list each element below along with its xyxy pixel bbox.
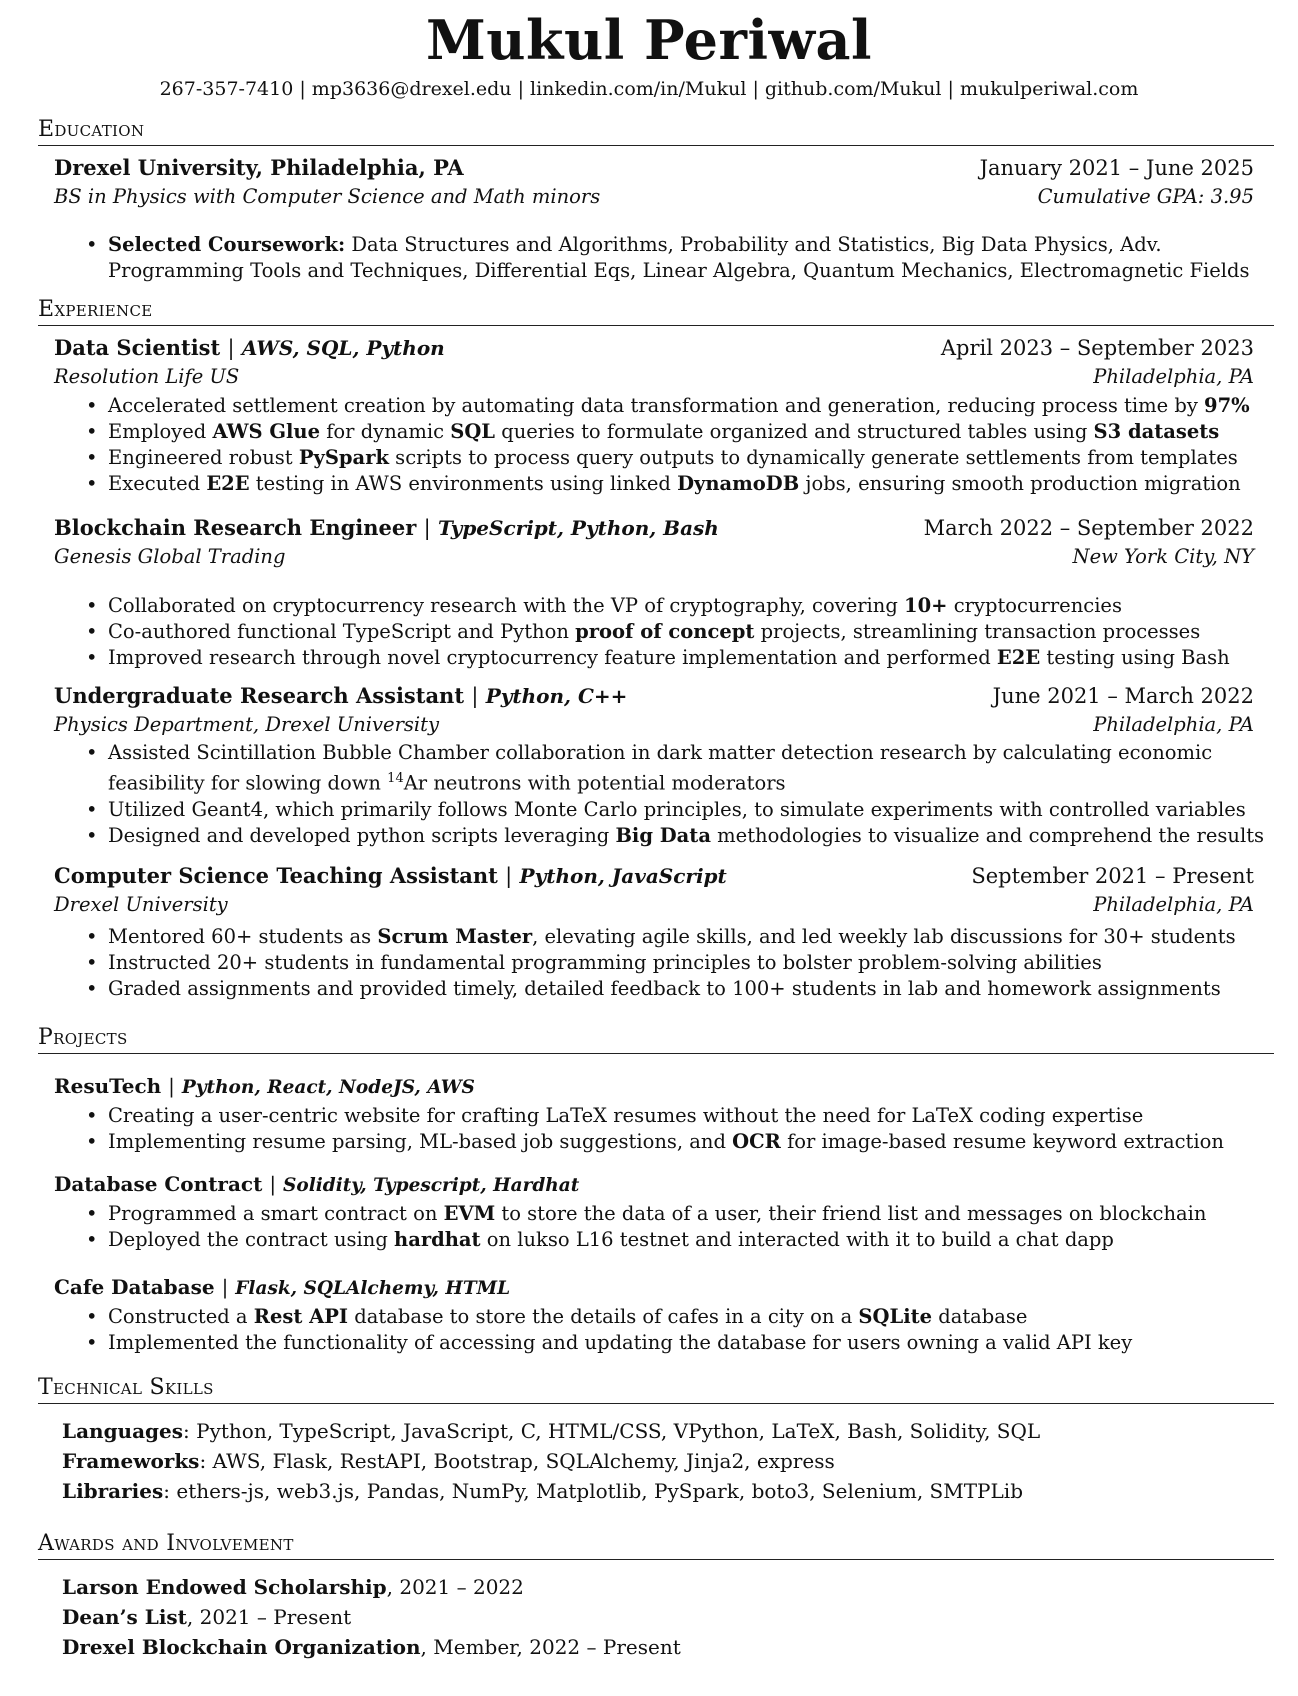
job-header-row [54, 862, 1254, 890]
list-item: • Executed E2E testing in AWS environments using linked DynamoDB jobs, ensuring smooth production migration [86, 471, 1266, 497]
job-org: Genesis Global Trading [54, 545, 286, 568]
job-title: Data Scientist | AWS, SQL, Python [54, 335, 445, 360]
job-title: Computer Science Teaching Assistant | Python, JavaScript [54, 863, 727, 888]
skills-libraries: Libraries: ethers-js, web3.js, Pandas, NumPy, Matplotlib, PySpark, boto3, Selenium, SMTPLib [62, 1479, 1023, 1503]
contact-line: 267-357-7410 | mp3636@drexel.edu | linkedin.com/in/Mukul | github.com/Mukul | mukulperiwal.com [159, 78, 1139, 100]
project-bullets [86, 1103, 1266, 1155]
job-title-text: Computer Science Teaching Assistant [54, 863, 498, 888]
job-sub-row [54, 892, 1254, 918]
job-org: Resolution Life US [54, 365, 240, 388]
job-org: Physics Department, Drexel University [54, 713, 440, 736]
candidate-name: Mukul Periwal [426, 8, 872, 72]
job-tech: TypeScript, Python, Bash [438, 516, 719, 540]
job-bullets [86, 393, 1266, 497]
project-title: ResuTech | Python, React, NodeJS, AWS [54, 1074, 475, 1098]
latex-logo: LaTeX [545, 1104, 608, 1127]
job-sub-row [54, 544, 1254, 570]
project-title: Database Contract | Solidity, Typescript, Hardhat [54, 1172, 580, 1196]
award-item: Drexel Blockchain Organization, Member, 2022 – Present [62, 1635, 681, 1659]
list-item: • Assisted Scintillation Bubble Chamber collaboration in dark matter detection research by calculating economic feasibility for slowing down $^{14}$Ar neutrons with potential moderators [86, 740, 1266, 797]
section-heading-awards: Awards and Involvement [38, 1530, 1274, 1560]
list-item: • Mentored 60+ students as Scrum Master, elevating agile skills, and led weekly lab discussions for 30+ students [86, 924, 1266, 950]
job-bullets [86, 740, 1266, 849]
job-org: Drexel University [54, 893, 228, 916]
job-dates: April 2023 – September 2023 [940, 336, 1254, 360]
job-location: New York City, NY [1072, 545, 1254, 568]
section-heading-projects: Projects [38, 1024, 1274, 1054]
list-item: • Collaborated on cryptocurrency research with the VP of cryptography, covering 10+ cryptocurrencies [86, 593, 1266, 619]
skills-frameworks: Frameworks: AWS, Flask, RestAPI, Bootstrap, SQLAlchemy, Jinja2, express [62, 1449, 835, 1473]
job-location: Philadelphia, PA [1093, 893, 1254, 916]
coursework-label: Selected Coursework: [108, 233, 346, 256]
job-title: Blockchain Research Engineer | TypeScript, Python, Bash [54, 515, 719, 540]
list-item: • Employed AWS Glue for dynamic SQL queries to formulate organized and structured tables using S3 datasets [86, 419, 1266, 445]
education-dates: January 2021 – June 2025 [979, 156, 1254, 180]
project-tech: Python, React, NodeJS, AWS [181, 1077, 475, 1098]
list-item: • Constructed a Rest API database to store the details of cafes in a city on a SQLite database [86, 1304, 1266, 1330]
list-item [86, 232, 1266, 284]
job-title-text: Blockchain Research Engineer [54, 515, 417, 540]
award-item: Larson Endowed Scholarship, 2021 – 2022 [62, 1575, 524, 1599]
project-title: Cafe Database | Flask, SQLAlchemy, HTML [54, 1275, 511, 1299]
list-item: • Co-authored functional TypeScript and Python proof of concept projects, streamlining transaction processes [86, 619, 1266, 645]
job-dates: June 2021 – March 2022 [992, 684, 1254, 708]
list-item: • Instructed 20+ students in fundamental programming principles to bolster problem-solving abilities [86, 950, 1266, 976]
list-item: • Graded assignments and provided timely, detailed feedback to 100+ students in lab and homework assignments [86, 976, 1266, 1002]
job-header-row [54, 682, 1254, 710]
award-item: Dean’s List, 2021 – Present [62, 1605, 352, 1629]
list-item: • Implementing resume parsing, ML-based job suggestions, and OCR for image-based resume keyword extraction [86, 1129, 1266, 1155]
education-sub-row [54, 184, 1254, 210]
list-item: • Accelerated settlement creation by automating data transformation and generation, reducing process time by 97% [86, 393, 1266, 419]
list-item: • Utilized Geant4, which primarily follows Monte Carlo principles, to simulate experiments with controlled variables [86, 797, 1266, 823]
latex-logo: LaTeX [771, 1419, 835, 1443]
gpa: Cumulative GPA: 3.95 [1037, 185, 1254, 208]
job-tech: Python, JavaScript [519, 864, 727, 888]
list-item: • Implemented the functionality of accessing and updating the database for users owning a valid API key [86, 1330, 1266, 1356]
list-item: • Engineered robust PySpark scripts to process query outputs to dynamically generate settlements from templates [86, 445, 1266, 471]
job-title-text: Data Scientist [54, 335, 221, 360]
coursework-text: Data Structures and Algorithms, Probability and Statistics, Big Data Physics, Adv. Programming Tools and Techniques, Differential Eqs, Linear Algebra, Quantum Mechanics, Electromagnetic Fields [108, 233, 1250, 282]
project-tech: Solidity, Typescript, Hardhat [283, 1175, 580, 1196]
job-sub-row [54, 364, 1254, 390]
education-header-row [54, 154, 1254, 182]
school-name: Drexel University, Philadelphia, PA [54, 155, 464, 180]
job-dates: March 2022 – September 2022 [923, 516, 1254, 540]
list-item: • Creating a user-centric website for crafting LaTeX resumes without the need for LaTeX coding expertise [86, 1103, 1266, 1129]
job-sub-row [54, 712, 1254, 738]
degree: BS in Physics with Computer Science and Math minors [54, 185, 601, 208]
project-tech: Flask, SQLAlchemy, HTML [235, 1278, 511, 1299]
job-location: Philadelphia, PA [1093, 713, 1254, 736]
education-bullets [86, 232, 1266, 284]
project-bullets [86, 1304, 1266, 1356]
section-heading-skills: Technical Skills [38, 1374, 1274, 1404]
section-heading-experience: Experience [38, 296, 1274, 326]
section-heading-education: Education [38, 116, 1274, 146]
job-header-row [54, 334, 1254, 362]
job-tech: AWS, SQL, Python [241, 336, 445, 360]
job-tech: Python, C++ [485, 684, 628, 708]
skills-languages: Languages: Python, TypeScript, JavaScript, C, HTML/CSS, VPython, LaTeX, Bash, Solidity, SQL [62, 1419, 1041, 1443]
latex-logo: LaTeX [911, 1104, 973, 1127]
list-item: • Deployed the contract using hardhat on lukso L16 testnet and interacted with it to build a chat dapp [86, 1227, 1266, 1253]
job-bullets [86, 924, 1266, 1002]
job-dates: September 2021 – Present [971, 864, 1254, 888]
job-bullets [86, 593, 1266, 671]
job-title: Undergraduate Research Assistant | Python, C++ [54, 683, 628, 708]
list-item: • Designed and developed python scripts leveraging Big Data methodologies to visualize and comprehend the results [86, 823, 1266, 849]
job-location: Philadelphia, PA [1093, 365, 1254, 388]
list-item: • Programmed a smart contract on EVM to store the data of a user, their friend list and messages on blockchain [86, 1201, 1266, 1227]
job-title-text: Undergraduate Research Assistant [54, 683, 465, 708]
job-header-row [54, 514, 1254, 542]
list-item: • Improved research through novel cryptocurrency feature implementation and performed E2E testing using Bash [86, 645, 1266, 671]
project-bullets [86, 1201, 1266, 1253]
